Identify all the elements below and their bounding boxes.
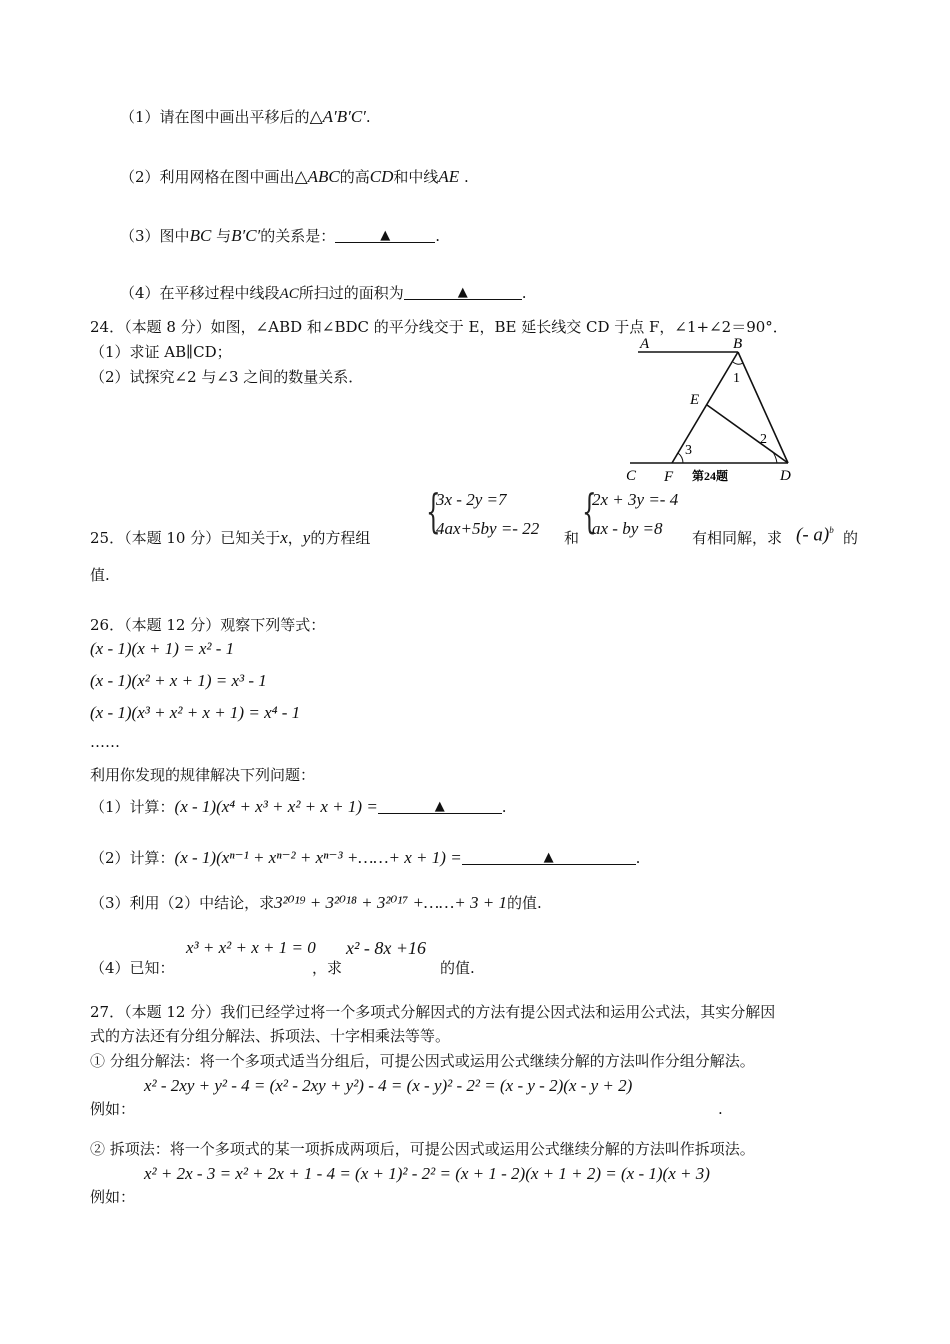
part-text: 的值. (506, 894, 542, 912)
triangle-icon: ▲ (434, 799, 445, 814)
part-text: 在平移过程中线段 (159, 284, 280, 302)
triangle-icon: ▲ (543, 850, 554, 865)
math-expr: AC (279, 286, 299, 302)
method1-example: x² - 2xy + y² - 4 = (x² - 2xy + y²) - 4 = (x - y)² - 2² = (x - y - 2)(x - y + 2) (144, 1076, 633, 1095)
q23-part1 (120, 107, 371, 127)
math-expr: 3²⁰¹⁹ + 3²⁰¹⁸ + 3²⁰¹⁷ +……+ 3 + 1 (274, 893, 507, 912)
q26-part3 (90, 893, 542, 913)
part-text: 与 (216, 227, 232, 245)
math-expr: CD (369, 167, 394, 186)
q26-part4-end: 的值. (440, 959, 475, 977)
brace-1: { (426, 484, 441, 538)
part-number: （3）利用（2）中结论，求 (90, 894, 275, 912)
brace-2: { (582, 484, 597, 538)
q23-part2 (120, 167, 469, 187)
q26-lead: 利用你发现的规律解决下列问题： (90, 766, 316, 784)
label-1: 1 (733, 371, 740, 386)
q26-dots: …… (90, 733, 120, 751)
part-number: （2）计算： (90, 849, 175, 867)
part-number: （2） (120, 168, 160, 186)
q26-part2 (90, 848, 640, 868)
q25-text: 25．（本题 10 分）已知关于 (90, 529, 281, 547)
period: . (521, 284, 527, 302)
method2-title: ② 拆项法：将一个多项式的某一项拆成两项后，可提公因式或运用公式继续分解的方法叫作拆项法。 (90, 1140, 755, 1158)
q26-eq2: (x - 1)(x² + x + 1) = x³ - 1 (90, 671, 267, 690)
math-expr: △A′B′C′ (309, 107, 366, 126)
q24-figure (620, 330, 800, 490)
answer-blank[interactable] (335, 226, 435, 243)
label-3: 3 (685, 443, 692, 458)
angle3-arc (678, 453, 683, 463)
part-number: （1） (120, 108, 160, 126)
expr-exponent: b (829, 525, 834, 535)
line-bf (672, 352, 738, 463)
part-text: 利用网格在图中画出 (159, 168, 295, 186)
math-expr: BC (189, 226, 212, 245)
q27-line1: 27．（本题 12 分）我们已经学过将一个多项式分解因式的方法有提公因式法和运用公式法，其实分解因 (90, 1003, 776, 1021)
q26-eq3: (x - 1)(x³ + x² + x + 1) = x⁴ - 1 (90, 703, 301, 722)
q23-part4 (120, 283, 527, 304)
system2-eq1: 2x + 3y =- 4 (592, 490, 679, 509)
q25-expr (796, 520, 834, 545)
q25-line1 (90, 528, 370, 548)
label-d: D (780, 468, 791, 484)
part-number: （1）计算： (90, 798, 175, 816)
angle1-arc (733, 362, 743, 364)
period: . (635, 849, 641, 867)
answer-blank[interactable] (462, 848, 636, 865)
system1-eq1: 3x - 2y =7 (436, 490, 507, 509)
label-2: 2 (760, 432, 767, 447)
math-expr: B′C′ (231, 226, 261, 245)
q27-line2: 式的方法还有分组分解法、拆项法、十字相乘法等等。 (90, 1027, 451, 1045)
math-expr: △ABC (294, 167, 340, 186)
part-text: 所扫过的面积为 (298, 284, 404, 302)
q24-stem: 24．（本题 8 分）如图，∠ABD 和∠BDC 的平分线交于 E，BE 延长线交 CD 于点 F，∠1+∠2＝90°． (90, 318, 788, 336)
label-f: F (664, 469, 674, 485)
period: . (501, 798, 507, 816)
q26-target-expr: x² - 8x +16 (346, 938, 427, 958)
period: . (463, 168, 469, 186)
q25-text: 的 (843, 529, 859, 547)
part-text: 的关系是： (260, 227, 336, 245)
var-y: y (302, 528, 311, 547)
part-text: 的高 (339, 168, 370, 186)
example-label: 例如： (90, 1100, 136, 1118)
part-number: （3） (120, 227, 160, 245)
method2-example: x² + 2x - 3 = x² + 2x + 1 - 4 = (x + 1)² - 2² = (x + 1 - 2)(x + 1 + 2) = (x - 1)(x + 3) (144, 1164, 710, 1183)
expr-base: (- a) (796, 524, 830, 546)
q26-part4-text: ，求 (312, 959, 343, 977)
q26-part4-label: （4）已知： (90, 959, 175, 977)
triangle-icon: ▲ (457, 285, 468, 300)
line-ed (707, 405, 788, 463)
part-number: （4） (120, 284, 160, 302)
math-expr: (x - 1)(x⁴ + x³ + x² + x + 1) = (174, 797, 378, 816)
label-b: B (733, 336, 743, 352)
label-c: C (626, 468, 637, 484)
part-text: 和中线 (393, 168, 439, 186)
q26-eq1: (x - 1)(x + 1) = x² - 1 (90, 639, 235, 658)
q24-part2: （2）试探究∠2 与∠3 之间的数量关系． (90, 368, 364, 386)
answer-blank[interactable] (404, 283, 522, 300)
label-e: E (690, 392, 700, 408)
example-label: 例如： (90, 1188, 136, 1206)
math-expr: AE (438, 167, 460, 186)
figure-caption: 第24题 (692, 469, 729, 483)
q24-part1: （1）求证 AB∥CD； (90, 343, 232, 361)
system2-eq2: ax - by =8 (592, 519, 663, 538)
q25-text: 有相同解，求 (692, 529, 783, 547)
math-expr: (x - 1)(xⁿ⁻¹ + xⁿ⁻² + xⁿ⁻³ +……+ x + 1) = (174, 848, 462, 867)
q25-and: 和 (564, 529, 580, 547)
q25-text: 值. (90, 566, 110, 584)
q26-stem: 26．（本题 12 分）观察下列等式： (90, 616, 326, 634)
period: . (718, 1100, 723, 1118)
method1-title: ① 分组分解法：将一个多项式适当分组后，可提公因式或运用公式继续分解的方法叫作分组分解法。 (90, 1052, 755, 1070)
q23-part3 (120, 226, 440, 246)
part-text: 请在图中画出平移后的 (159, 108, 310, 126)
period: . (435, 227, 441, 245)
var-x: x (280, 528, 288, 547)
period: . (365, 108, 371, 126)
q26-given-eq: x³ + x² + x + 1 = 0 (186, 938, 316, 957)
q26-part1 (90, 797, 507, 817)
part-text: 图中 (159, 227, 190, 245)
system1-eq2: 4ax+5by =- 22 (436, 519, 540, 538)
label-a: A (640, 336, 650, 352)
triangle-icon: ▲ (380, 228, 391, 243)
comma: ， (287, 529, 303, 547)
q25-text: 的方程组 (310, 529, 371, 547)
answer-blank[interactable] (378, 797, 502, 814)
